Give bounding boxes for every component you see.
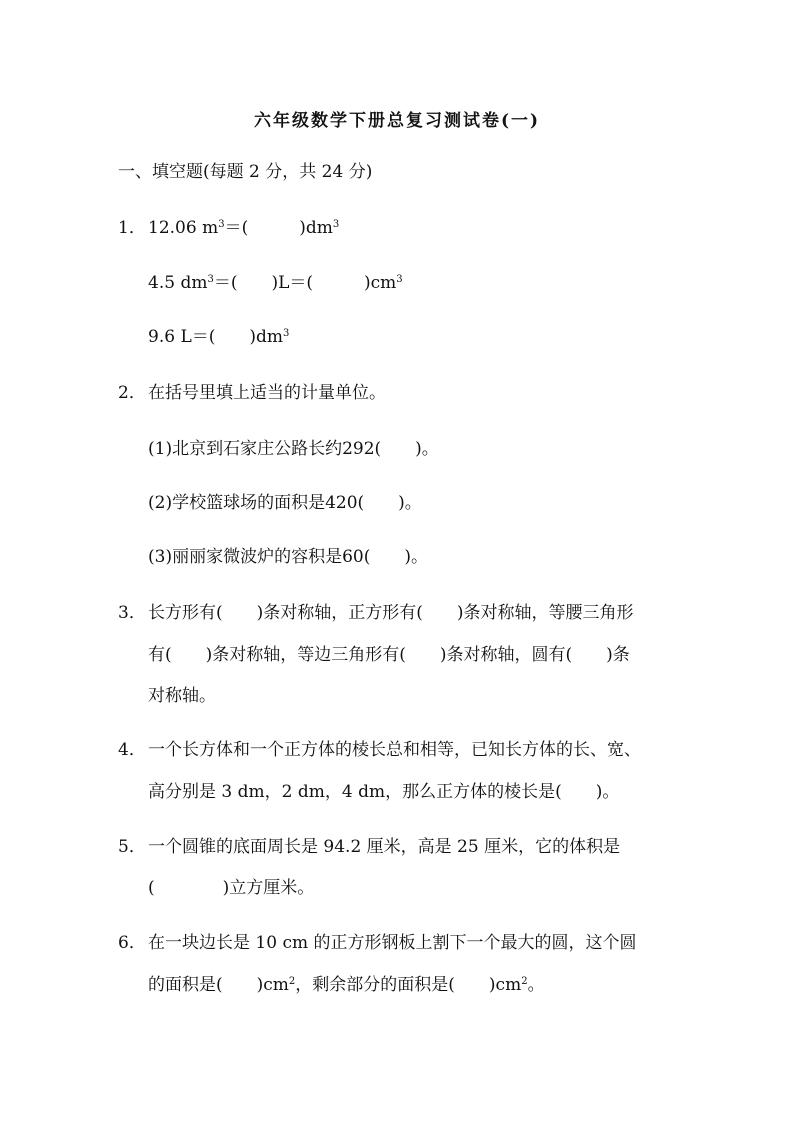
question-1-line-2: 4.5 $dm^3=$( )L＝( )$cm^3$ xyxy=(148,273,403,293)
section-heading: 一、填空题(每题 2 分，共 24 分) xyxy=(118,162,373,182)
question-number: 2． xyxy=(118,383,146,403)
question-2-item-1: (1)北京到石家庄公路长约292( )。 xyxy=(148,439,439,459)
question-3-line-3: 对称轴。 xyxy=(148,686,216,706)
question-6-line-2: 的面积是( )$cm^2$，剩余部分的面积是( )$cm^2$。 xyxy=(148,975,545,995)
question-2-item-3: (3)丽丽家微波炉的容积是60( )。 xyxy=(148,547,428,567)
question-2: 2． 在括号里填上适当的计量单位。 xyxy=(118,383,386,403)
question-2-item-2: (2)学校篮球场的面积是420( )。 xyxy=(148,493,422,513)
question-3: 3． 长方形有( )条对称轴，正方形有( )条对称轴，等腰三角形 xyxy=(118,603,634,623)
question-4-line-2: 高分别是 3 dm，2 dm，4 dm，那么正方体的棱长是( )。 xyxy=(148,782,620,802)
question-4: 4． 一个长方体和一个正方体的棱长总和相等，已知长方体的长、宽、 xyxy=(118,740,641,760)
question-3-line-2: 有( )条对称轴，等边三角形有( )条对称轴，圆有( )条 xyxy=(148,645,630,665)
question-1-line-3: 9.6 L＝( )$dm^3$ xyxy=(148,327,290,347)
question-number: 4． xyxy=(118,740,146,760)
question-5-line-2: ( )立方厘米。 xyxy=(148,878,315,898)
question-5: 5． 一个圆锥的底面周长是 94.2 厘米，高是 25 厘米，它的体积是 xyxy=(118,837,621,857)
question-number: 3． xyxy=(118,603,146,623)
page-title: 六年级数学下册总复习测试卷(一) xyxy=(253,111,541,131)
question-6: 6． 在一块边长是 10 cm 的正方形钢板上割下一个最大的圆，这个圆 xyxy=(118,933,637,953)
question-number: 1． xyxy=(118,218,146,238)
question-1: 1． 12.06 $m^3=$( )$dm^3$ xyxy=(118,218,340,238)
question-number: 5． xyxy=(118,837,146,857)
question-number: 6． xyxy=(118,933,146,953)
